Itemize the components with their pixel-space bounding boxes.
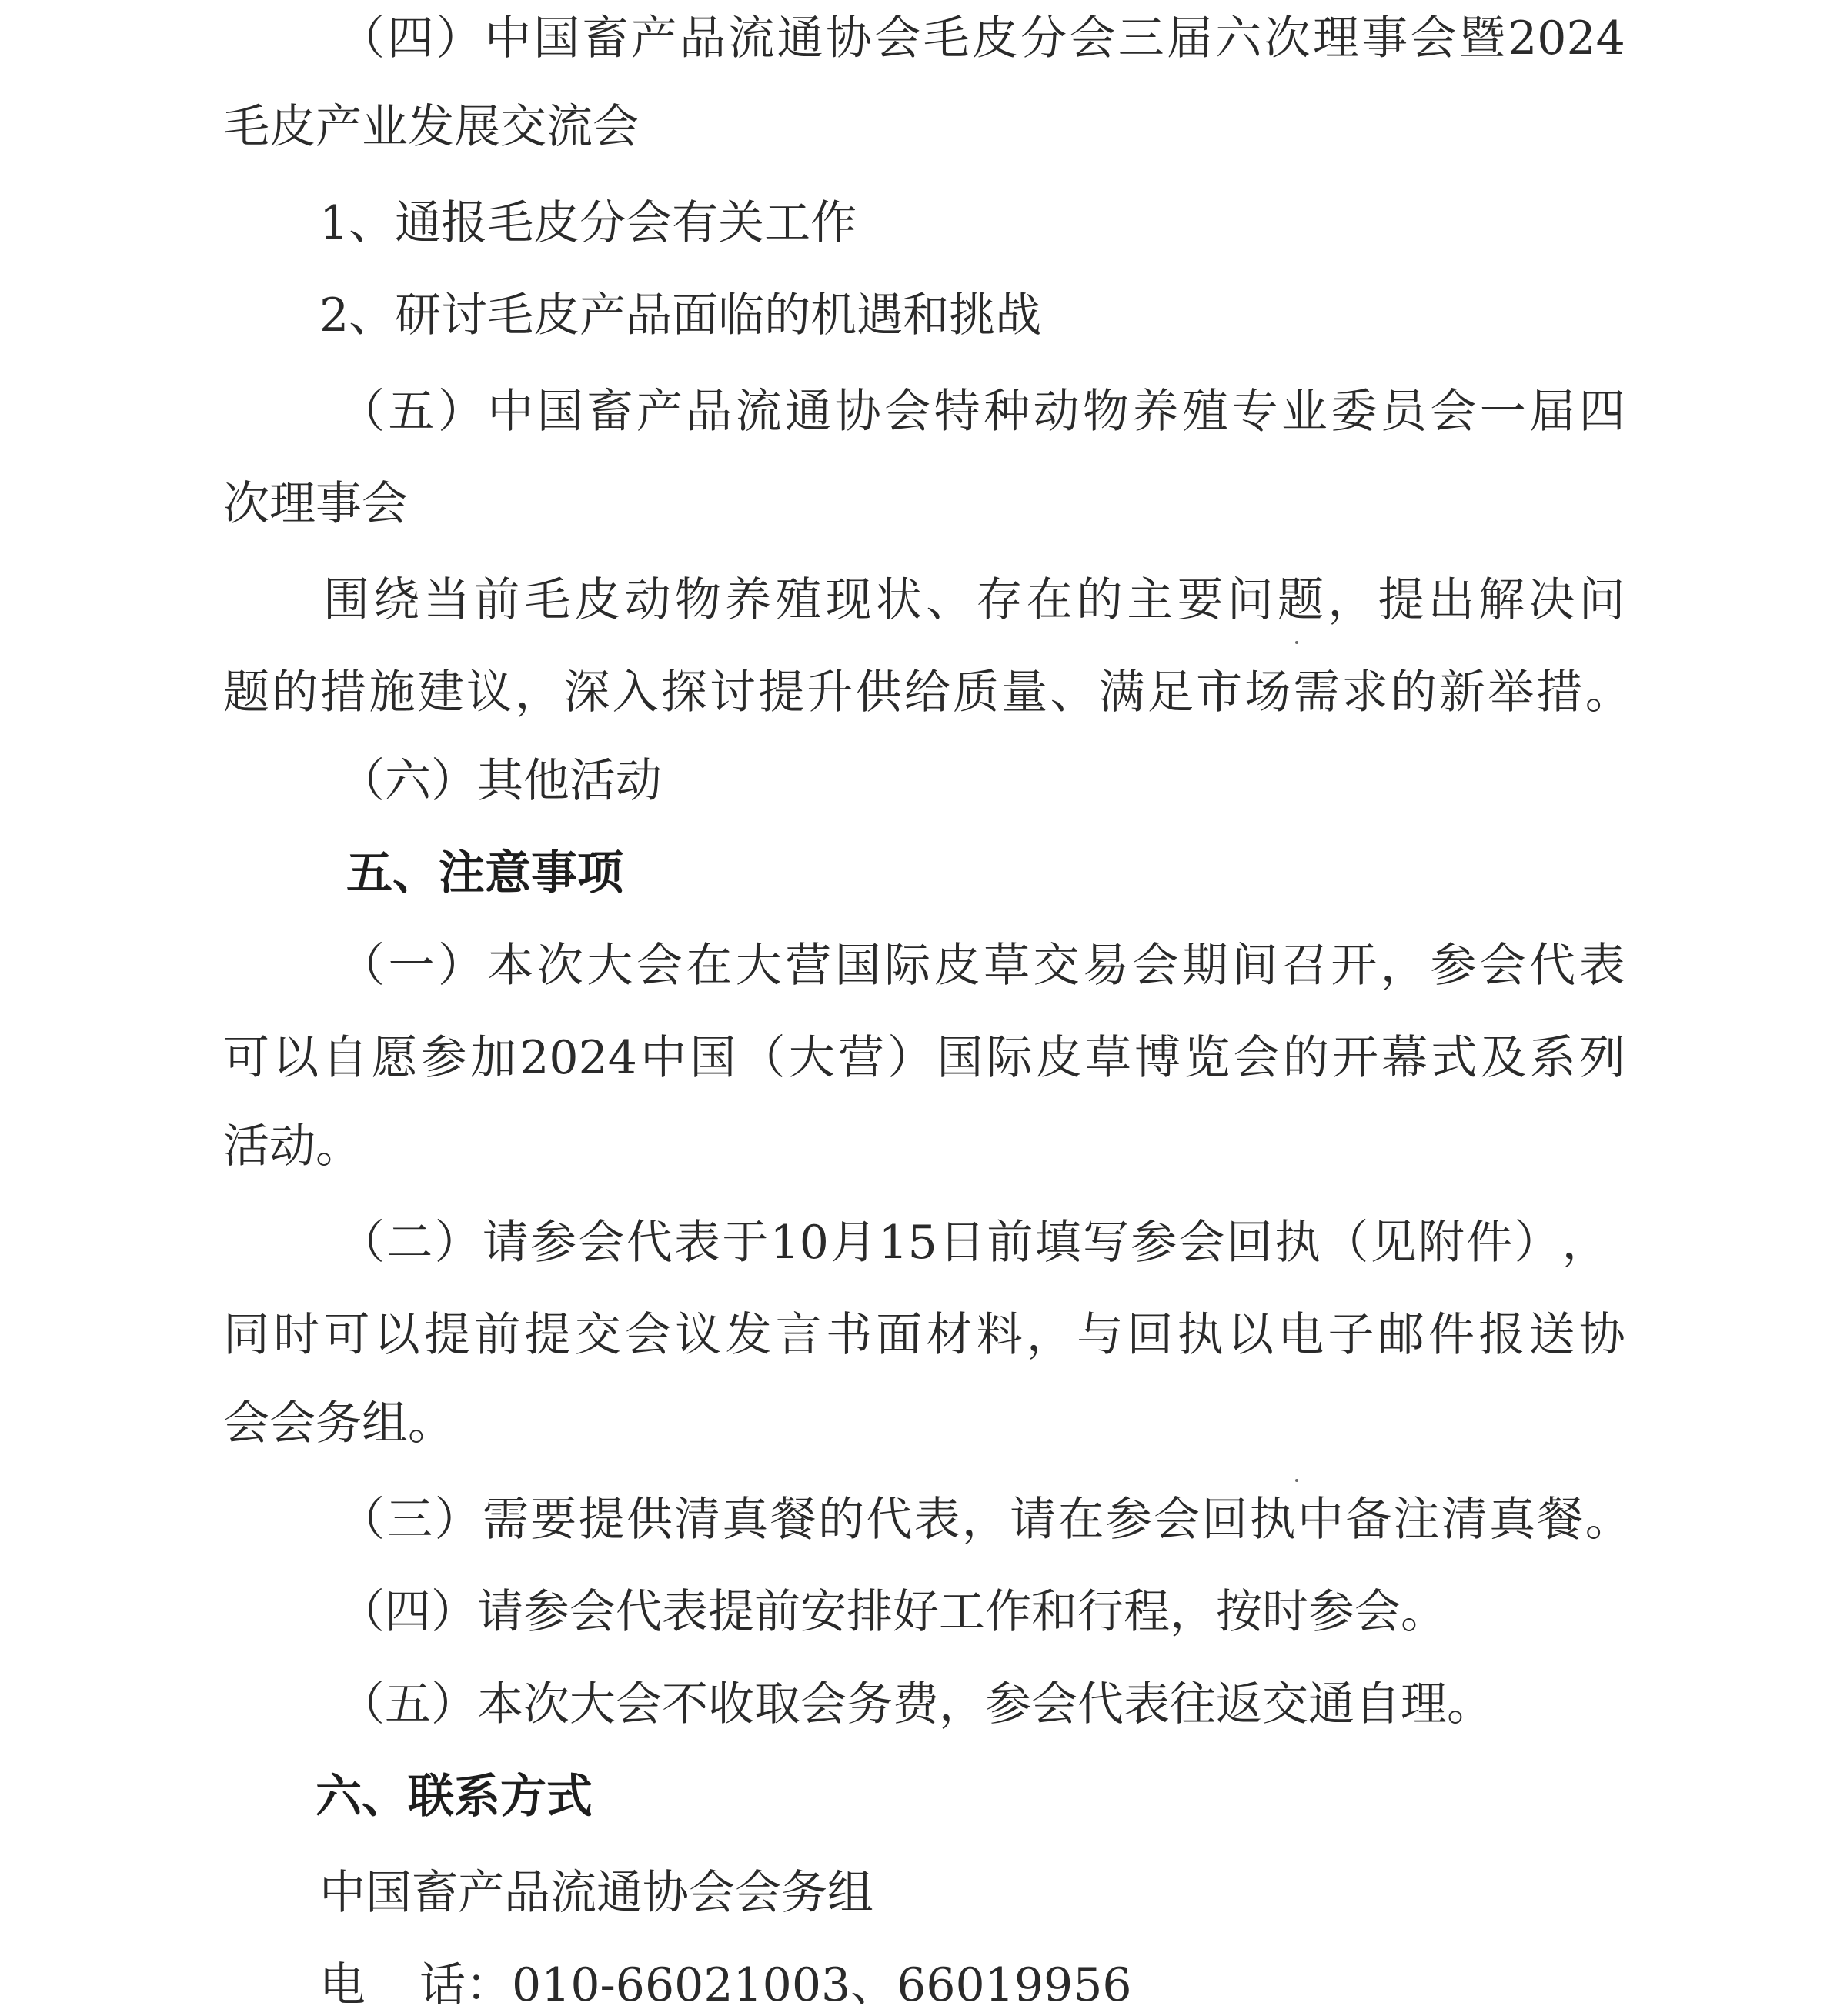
text-glyph: 代 bbox=[866, 1493, 913, 1547]
contact-phone bbox=[319, 1954, 1132, 2016]
text-glyph: 附 bbox=[1418, 1216, 1465, 1270]
text-glyph: 会 bbox=[1154, 1493, 1201, 1547]
text-glyph: 国 bbox=[937, 1031, 984, 1085]
text-glyph: 填 bbox=[1034, 1216, 1081, 1270]
text-glyph: 清 bbox=[674, 1493, 721, 1547]
text-glyph: 件 bbox=[1428, 1308, 1475, 1362]
text-glyph: 措 bbox=[320, 666, 367, 719]
text-glyph: 2024 bbox=[519, 1031, 637, 1085]
text-glyph: ） bbox=[437, 939, 484, 993]
text-glyph: 员 bbox=[1380, 385, 1427, 439]
text-glyph: 草 bbox=[1084, 1031, 1131, 1085]
notice-item-line bbox=[223, 1304, 1625, 1366]
text-glyph: 产 bbox=[630, 12, 677, 65]
text-glyph: 通 bbox=[777, 12, 823, 65]
text-glyph: ） bbox=[436, 12, 483, 65]
text-glyph: 月 bbox=[830, 1216, 877, 1270]
text-glyph: 一 bbox=[388, 939, 435, 993]
text-glyph: 六 bbox=[1215, 12, 1262, 65]
text-glyph: 国 bbox=[834, 939, 881, 993]
text-glyph: 协 bbox=[1578, 1308, 1625, 1362]
text-glyph: 执 bbox=[1249, 1493, 1296, 1547]
text-glyph: 的 bbox=[1282, 1031, 1329, 1085]
text-glyph: 清 bbox=[1441, 1493, 1488, 1547]
text-glyph: 中 bbox=[487, 385, 534, 439]
text-glyph: 委 bbox=[1331, 385, 1378, 439]
text-glyph: 真 bbox=[722, 1493, 769, 1547]
text-glyph: 动 bbox=[624, 573, 671, 627]
paragraph-line bbox=[339, 8, 1625, 69]
text-glyph: 幕 bbox=[1381, 1031, 1428, 1085]
text-glyph: ， bbox=[1380, 939, 1427, 993]
text-glyph: 届 bbox=[1529, 385, 1576, 439]
text-glyph: 事 bbox=[1361, 12, 1408, 65]
text-glyph: 升 bbox=[807, 666, 853, 719]
text-glyph: （ bbox=[339, 1493, 385, 1547]
text-glyph: 殖 bbox=[775, 573, 822, 627]
text-glyph: 大 bbox=[735, 939, 782, 993]
text-glyph: 加 bbox=[470, 1031, 517, 1085]
text-glyph: 会 bbox=[1178, 1216, 1225, 1270]
text-glyph: 新 bbox=[1439, 666, 1486, 719]
text-glyph: 、 bbox=[1050, 666, 1097, 719]
text-glyph: 表 bbox=[1578, 939, 1625, 993]
text-glyph: 件 bbox=[1466, 1216, 1513, 1270]
text-glyph: 本 bbox=[487, 939, 534, 993]
text-glyph: 出 bbox=[1428, 573, 1475, 627]
text-glyph: 国 bbox=[533, 12, 580, 65]
text-glyph: 三 bbox=[386, 1493, 433, 1547]
text-glyph: 中 bbox=[640, 1031, 687, 1085]
text-glyph: 餐 bbox=[770, 1493, 817, 1547]
text-glyph: 理 bbox=[1312, 12, 1359, 65]
text-glyph: 皮 bbox=[574, 573, 621, 627]
text-glyph: 流 bbox=[728, 12, 775, 65]
text-glyph: 品 bbox=[680, 12, 726, 65]
paragraph-line: 1、通报毛皮分会有关工作 bbox=[319, 196, 857, 250]
text-glyph: 提 bbox=[578, 1493, 625, 1547]
text-glyph: 分 bbox=[1020, 12, 1067, 65]
text-glyph: 求 bbox=[1341, 666, 1388, 719]
text-glyph: 题 bbox=[1278, 573, 1324, 627]
text-glyph: ） bbox=[887, 1031, 934, 1085]
text-glyph: 的 bbox=[1076, 573, 1123, 627]
text-glyph: 需 bbox=[1293, 666, 1340, 719]
text-glyph: 营 bbox=[785, 939, 832, 993]
text-glyph: 写 bbox=[1082, 1216, 1129, 1270]
text-glyph: 提 bbox=[424, 1308, 470, 1362]
text-glyph: 言 bbox=[775, 1308, 822, 1362]
text-glyph: 营 bbox=[837, 1031, 884, 1085]
text-glyph: ） bbox=[1514, 1216, 1561, 1270]
text-glyph: 的 bbox=[272, 666, 319, 719]
text-glyph: 博 bbox=[1134, 1031, 1181, 1085]
text-glyph: 大 bbox=[788, 1031, 835, 1085]
text-glyph: 业 bbox=[1281, 385, 1328, 439]
text-glyph: 际 bbox=[986, 1031, 1033, 1085]
text-glyph: （ bbox=[739, 1031, 786, 1085]
text-glyph: 前 bbox=[987, 1216, 1034, 1270]
text-glyph: 召 bbox=[1281, 939, 1328, 993]
text-glyph: 国 bbox=[536, 385, 583, 439]
text-glyph: 畜 bbox=[582, 12, 629, 65]
text-glyph: 开 bbox=[1331, 1031, 1378, 1085]
text-glyph: 中 bbox=[484, 12, 531, 65]
text-glyph: 草 bbox=[984, 939, 1030, 993]
text-glyph: 质 bbox=[953, 666, 1000, 719]
text-glyph: 现 bbox=[825, 573, 872, 627]
text-glyph: 表 bbox=[673, 1216, 720, 1270]
text-glyph: 参 bbox=[1430, 939, 1477, 993]
text-glyph: 、 bbox=[926, 573, 973, 627]
paragraph-line: 次理事会 bbox=[223, 477, 408, 531]
text-glyph: 回 bbox=[1226, 1216, 1273, 1270]
text-glyph: 邮 bbox=[1378, 1308, 1424, 1362]
text-glyph: 见 bbox=[1370, 1216, 1417, 1270]
text-glyph: 会 bbox=[884, 385, 931, 439]
notice-item-line: 会会务组。 bbox=[223, 1397, 454, 1450]
text-glyph: 产 bbox=[636, 385, 683, 439]
text-glyph: 次 bbox=[536, 939, 583, 993]
text-glyph: 要 bbox=[530, 1493, 577, 1547]
text-glyph: 会 bbox=[1430, 385, 1477, 439]
text-glyph: 给 bbox=[903, 666, 950, 719]
text-glyph: 施 bbox=[369, 666, 416, 719]
text-glyph: 探 bbox=[660, 666, 707, 719]
paragraph-line bbox=[323, 569, 1625, 631]
text-glyph: 会 bbox=[1410, 12, 1457, 65]
text-glyph: 15 bbox=[878, 1216, 937, 1270]
text-glyph: 四 bbox=[1578, 385, 1625, 439]
text-glyph: ， bbox=[961, 1493, 1008, 1547]
text-glyph: 会 bbox=[1233, 1031, 1280, 1085]
text-glyph: 存 bbox=[976, 573, 1023, 627]
text-glyph: 皮 bbox=[934, 939, 980, 993]
phone-label-b: 话： bbox=[419, 1958, 512, 2012]
text-glyph: （ bbox=[339, 385, 385, 439]
text-glyph: ， bbox=[1561, 1216, 1608, 1270]
text-glyph: 问 bbox=[1578, 573, 1625, 627]
text-glyph: 以 bbox=[1227, 1308, 1274, 1362]
text-glyph: 会 bbox=[1479, 939, 1526, 993]
text-glyph: 会 bbox=[1069, 12, 1116, 65]
text-glyph: 动 bbox=[1033, 385, 1080, 439]
text-glyph: 可 bbox=[323, 1308, 370, 1362]
text-glyph: 物 bbox=[1083, 385, 1130, 439]
text-glyph: 议 bbox=[675, 1308, 722, 1362]
text-glyph: 执 bbox=[1274, 1216, 1321, 1270]
text-glyph: 回 bbox=[1201, 1493, 1248, 1547]
text-glyph: 皮 bbox=[971, 12, 1018, 65]
text-glyph: 供 bbox=[855, 666, 902, 719]
paragraph-line: （六）其他活动 bbox=[339, 754, 662, 808]
notice-item-line bbox=[339, 935, 1625, 996]
text-glyph: 发 bbox=[725, 1308, 772, 1362]
text-glyph: 三 bbox=[1117, 12, 1164, 65]
text-glyph: （ bbox=[1322, 1216, 1369, 1270]
text-glyph: 问 bbox=[1227, 573, 1274, 627]
text-glyph: 会 bbox=[1132, 939, 1179, 993]
text-glyph: ） bbox=[434, 1493, 481, 1547]
text-glyph: 殖 bbox=[1181, 385, 1228, 439]
text-glyph: 执 bbox=[1177, 1308, 1224, 1362]
text-glyph: 书 bbox=[826, 1308, 872, 1362]
text-glyph: 以 bbox=[373, 1308, 420, 1362]
text-glyph: ， bbox=[515, 666, 562, 719]
text-glyph: 暨 bbox=[1458, 12, 1505, 65]
text-glyph: （ bbox=[339, 939, 385, 993]
text-glyph: 讨 bbox=[710, 666, 757, 719]
text-glyph: 览 bbox=[1184, 1031, 1231, 1085]
text-glyph: 供 bbox=[626, 1493, 673, 1547]
text-glyph: 毛 bbox=[524, 573, 571, 627]
text-glyph: 状 bbox=[875, 573, 922, 627]
text-glyph: 易 bbox=[1083, 939, 1130, 993]
paragraph-line: 毛皮产业发展交流会 bbox=[223, 100, 639, 154]
text-glyph: 大 bbox=[586, 939, 633, 993]
text-glyph: 会 bbox=[625, 1308, 671, 1362]
text-glyph: 日 bbox=[939, 1216, 986, 1270]
text-glyph: 电 bbox=[1278, 1308, 1324, 1362]
text-glyph: 交 bbox=[1033, 939, 1080, 993]
text-glyph: 开 bbox=[1331, 939, 1378, 993]
text-glyph: 围 bbox=[323, 573, 369, 627]
text-glyph: 题 bbox=[223, 666, 269, 719]
text-glyph: 备 bbox=[1345, 1493, 1392, 1547]
text-glyph: 要 bbox=[1177, 573, 1224, 627]
text-glyph: 报 bbox=[1478, 1308, 1525, 1362]
text-glyph: 表 bbox=[913, 1493, 960, 1547]
text-glyph: 的 bbox=[1390, 666, 1437, 719]
scan-speck bbox=[1295, 641, 1298, 644]
text-glyph: 会 bbox=[636, 939, 683, 993]
text-glyph: 二 bbox=[386, 1216, 433, 1270]
text-glyph: 参 bbox=[530, 1216, 577, 1270]
text-glyph: 国 bbox=[690, 1031, 736, 1085]
phone-label-a: 电 bbox=[319, 1958, 366, 2012]
text-glyph: 主 bbox=[1127, 573, 1174, 627]
text-glyph: 时 bbox=[273, 1308, 320, 1362]
text-glyph: 决 bbox=[1528, 573, 1575, 627]
text-glyph: 流 bbox=[735, 385, 782, 439]
text-glyph: 际 bbox=[884, 939, 931, 993]
text-glyph: 养 bbox=[1132, 385, 1179, 439]
text-glyph: 参 bbox=[1105, 1493, 1152, 1547]
text-glyph: 议 bbox=[466, 666, 513, 719]
text-glyph: 种 bbox=[984, 385, 1030, 439]
paragraph-line bbox=[339, 381, 1625, 442]
text-glyph: 解 bbox=[1478, 573, 1525, 627]
text-glyph: 入 bbox=[612, 666, 659, 719]
text-glyph: 在 bbox=[1057, 1493, 1104, 1547]
text-glyph: 专 bbox=[1231, 385, 1278, 439]
text-glyph: ） bbox=[434, 1216, 481, 1270]
text-glyph: 畜 bbox=[586, 385, 633, 439]
text-glyph: 回 bbox=[1127, 1308, 1174, 1362]
text-glyph: 会 bbox=[874, 12, 921, 65]
text-glyph: 届 bbox=[1167, 12, 1214, 65]
text-glyph: 四 bbox=[387, 12, 434, 65]
text-glyph: 五 bbox=[388, 385, 435, 439]
text-glyph: 代 bbox=[626, 1216, 673, 1270]
section-heading: 六、联系方式 bbox=[316, 1770, 593, 1824]
notice-item-line: （四）请参会代表提前安排好工作和行程，按时参会。 bbox=[339, 1585, 1447, 1639]
text-glyph: 特 bbox=[934, 385, 980, 439]
text-glyph: 以 bbox=[272, 1031, 319, 1085]
text-glyph: 式 bbox=[1431, 1031, 1478, 1085]
text-glyph: 物 bbox=[674, 573, 721, 627]
text-glyph: 需 bbox=[482, 1493, 529, 1547]
text-glyph: 10 bbox=[770, 1216, 829, 1270]
text-glyph: 可 bbox=[223, 1031, 269, 1085]
notice-item-line bbox=[223, 1027, 1625, 1089]
text-glyph: 次 bbox=[1264, 12, 1311, 65]
text-glyph: 建 bbox=[417, 666, 464, 719]
contact-org: 中国畜产品流通协会会务组 bbox=[319, 1866, 873, 1920]
section-heading: 五、注意事项 bbox=[346, 846, 623, 900]
text-glyph: 的 bbox=[817, 1493, 864, 1547]
text-glyph: 措 bbox=[1536, 666, 1583, 719]
text-glyph: 养 bbox=[725, 573, 772, 627]
text-glyph: 提 bbox=[758, 666, 805, 719]
notice-item-line: 活动。 bbox=[223, 1120, 362, 1173]
text-glyph: 系 bbox=[1529, 1031, 1576, 1085]
paragraph-line: 2、研讨毛皮产品面临的机遇和挑战 bbox=[319, 289, 1042, 342]
text-glyph: 请 bbox=[482, 1216, 529, 1270]
paragraph-line bbox=[223, 662, 1632, 723]
text-glyph: 足 bbox=[1147, 666, 1194, 719]
text-glyph: 满 bbox=[1098, 666, 1145, 719]
text-glyph: 参 bbox=[1131, 1216, 1177, 1270]
text-glyph: 协 bbox=[834, 385, 881, 439]
text-glyph: 自 bbox=[322, 1031, 369, 1085]
text-glyph: 送 bbox=[1528, 1308, 1575, 1362]
text-glyph: 当 bbox=[423, 573, 470, 627]
text-glyph: 餐 bbox=[1537, 1493, 1584, 1547]
text-glyph: 于 bbox=[722, 1216, 769, 1270]
text-glyph: 协 bbox=[825, 12, 872, 65]
text-glyph: 绕 bbox=[373, 573, 420, 627]
text-glyph: 毛 bbox=[923, 12, 970, 65]
text-glyph: 前 bbox=[474, 1308, 521, 1362]
text-glyph: 在 bbox=[686, 939, 733, 993]
text-glyph: 代 bbox=[1529, 939, 1576, 993]
text-glyph: 提 bbox=[1378, 573, 1424, 627]
text-glyph: ， bbox=[1328, 573, 1374, 627]
text-glyph: 2024 bbox=[1508, 12, 1625, 65]
text-glyph: 举 bbox=[1488, 666, 1535, 719]
text-glyph: 。 bbox=[1585, 1493, 1632, 1547]
text-glyph: 间 bbox=[1231, 939, 1278, 993]
phone-number: 010-66021003、66019956 bbox=[512, 1958, 1132, 2012]
text-glyph: 深 bbox=[563, 666, 610, 719]
text-glyph: 同 bbox=[223, 1308, 269, 1362]
text-glyph: 交 bbox=[574, 1308, 621, 1362]
text-glyph: 皮 bbox=[1035, 1031, 1082, 1085]
notice-item-line bbox=[339, 1212, 1608, 1273]
text-glyph: 。 bbox=[1585, 666, 1632, 719]
text-glyph: 及 bbox=[1480, 1031, 1527, 1085]
text-glyph: 提 bbox=[524, 1308, 571, 1362]
text-glyph: 列 bbox=[1578, 1031, 1625, 1085]
text-glyph: 料 bbox=[976, 1308, 1023, 1362]
text-glyph: 中 bbox=[1297, 1493, 1344, 1547]
text-glyph: ） bbox=[437, 385, 484, 439]
text-glyph: 期 bbox=[1181, 939, 1228, 993]
text-glyph: 子 bbox=[1328, 1308, 1374, 1362]
text-glyph: 与 bbox=[1077, 1308, 1124, 1362]
text-glyph: 品 bbox=[686, 385, 733, 439]
text-glyph: （ bbox=[339, 12, 385, 65]
text-glyph: 材 bbox=[926, 1308, 973, 1362]
text-glyph: 在 bbox=[1026, 573, 1073, 627]
text-glyph: 真 bbox=[1489, 1493, 1536, 1547]
notice-item-line: （五）本次大会不收取会务费，参会代表往返交通自理。 bbox=[339, 1677, 1493, 1731]
text-glyph: 参 bbox=[420, 1031, 467, 1085]
text-glyph: （ bbox=[339, 1216, 385, 1270]
text-glyph: 市 bbox=[1196, 666, 1243, 719]
text-glyph: 面 bbox=[876, 1308, 923, 1362]
text-glyph: 前 bbox=[473, 573, 520, 627]
text-glyph: 请 bbox=[1010, 1493, 1057, 1547]
text-glyph: 注 bbox=[1393, 1493, 1440, 1547]
text-glyph: 会 bbox=[578, 1216, 625, 1270]
notice-item-line bbox=[339, 1489, 1632, 1550]
scan-speck bbox=[1295, 1479, 1298, 1482]
text-glyph: 一 bbox=[1479, 385, 1526, 439]
text-glyph: 场 bbox=[1244, 666, 1291, 719]
text-glyph: ， bbox=[1027, 1308, 1073, 1362]
text-glyph: 愿 bbox=[371, 1031, 418, 1085]
text-glyph: 通 bbox=[785, 385, 832, 439]
text-glyph: 量 bbox=[1001, 666, 1048, 719]
